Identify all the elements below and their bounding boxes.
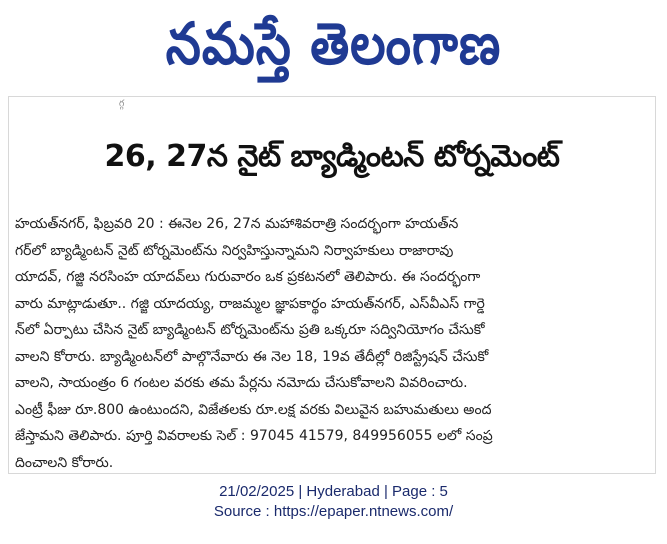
article-headline: 26, 27న నైట్ బ్యాడ్మింటన్ టోర్నమెంట్	[104, 139, 560, 174]
article-body-line: ఎంట్రీ ఫీజు రూ.800 ఉంటుందని, విజేతలకు రూ.లక్ష వరకు విలువైన బహుమతులు అంద	[15, 401, 492, 418]
article-body-line: గర్‌లో బ్యాడ్మింటన్ నైట్ టోర్నమెంట్‌ను నిర్వహిస్తున్నామని నిర్వాహకులు రాజారావు	[15, 242, 454, 259]
article-body-line: యాదవ్, గజ్జి నరసింహ యాదవ్‌లు గురువారం ఒక ప్రకటనలో తెలిపారు. ఈ సందర్భంగా	[15, 269, 481, 285]
article-body-line: దించాలని కోరారు.	[15, 454, 114, 471]
date-city-page-line: 21/02/2025 | Hyderabad | Page : 5	[219, 483, 448, 500]
source-url-line: Source : https://epaper.ntnews.com/	[213, 503, 454, 520]
article-body-line: హయత్‌నగర్, ఫిబ్రవరి 20 : ఈనెల 26, 27న మహాశివరాత్రి సందర్భంగా హయత్‌న	[15, 216, 459, 232]
article-body	[15, 211, 645, 476]
source-footer	[0, 482, 667, 522]
article-body-line: వారు మాట్లాడుతూ.. గజ్జి యాదయ్య, రాజమ్మల జ్ఞాపకార్థం హయత్‌నగర్, ఎస్‌వీఎస్ గార్డె	[15, 295, 485, 312]
article-body-line: వాలని, సాయంత్రం 6 గంటల వరకు తమ పేర్లను నమోదు చేసుకోవాలని వివరించారు.	[15, 375, 468, 391]
article-body-line: జేస్తామని తెలిపారు. పూర్తి వివరాలకు సెల్ : 97045 41579, 849956055 లలో సంప్ర	[15, 428, 493, 444]
clipping-fragment-text: గ్గ	[119, 99, 125, 109]
news-clipping	[8, 96, 656, 474]
article-body-line: వాలని కోరారు. బ్యాడ్మింటన్‌లో పాల్గొనేవారు ఈ నెల 18, 19వ తేదీల్లో రిజిస్ట్రేషన్ చేసుకో	[15, 348, 489, 365]
article-body-line: న్‌లో ఏర్పాటు చేసిన నైట్ బ్యాడ్మింటన్ టోర్నమెంట్‌ను ప్రతి ఒక్కరూ సద్వినియోగం చేసుకో	[15, 322, 485, 338]
newspaper-masthead	[0, 8, 667, 80]
masthead-title: నమస్తే తెలంగాణ	[165, 10, 502, 78]
